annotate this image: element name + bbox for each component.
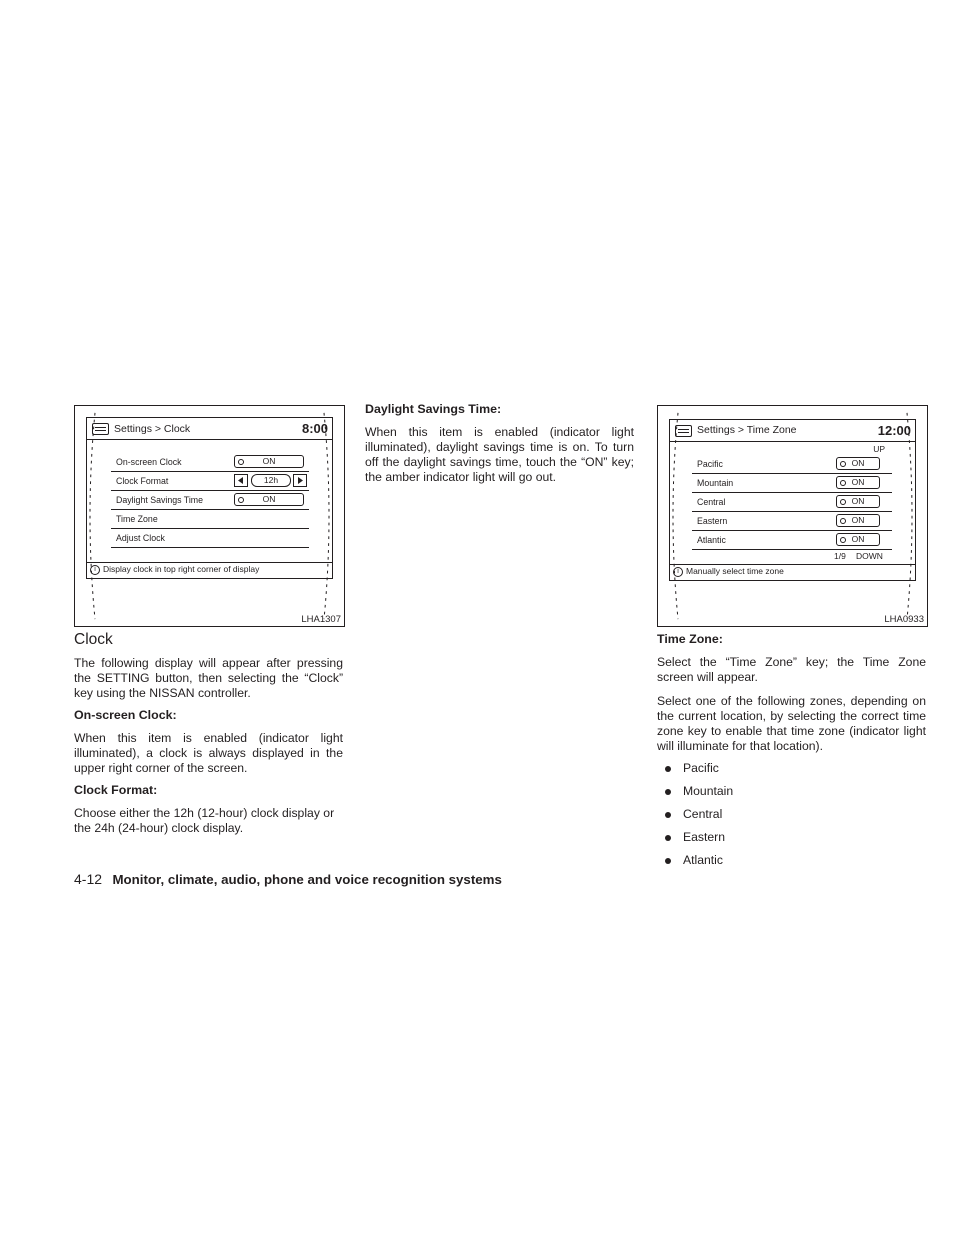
central-toggle[interactable]: ON: [836, 495, 880, 508]
row-daylight-savings[interactable]: [111, 491, 309, 510]
row-label: Eastern: [697, 516, 728, 526]
clock-format-heading: Clock Format:: [74, 783, 158, 797]
row-adjust-clock[interactable]: [111, 529, 309, 548]
row-mountain[interactable]: [692, 474, 892, 493]
info-icon: i: [673, 567, 683, 577]
mountain-toggle[interactable]: ON: [836, 476, 880, 489]
list-item: Pacific: [657, 761, 926, 776]
row-atlantic[interactable]: [692, 531, 892, 550]
page-footer: [74, 871, 502, 889]
pacific-toggle[interactable]: ON: [836, 457, 880, 470]
eastern-toggle[interactable]: ON: [836, 514, 880, 527]
arrow-right-icon[interactable]: [293, 474, 307, 487]
row-label: Central: [697, 497, 726, 507]
row-label: On-screen Clock: [116, 457, 182, 467]
clock-format-value: 12h: [251, 474, 291, 487]
time-zone-list: [657, 761, 926, 876]
scroll-down-button[interactable]: DOWN: [856, 551, 883, 561]
figure-code: LHA1307: [301, 614, 341, 625]
clock-format-text: Choose either the 12h (12-hour) clock display or the 24h (24-hour) clock display.: [74, 806, 335, 835]
time-zone-text-1: Select the “Time Zone” key; the Time Zone screen will appear.: [657, 655, 926, 684]
figure-time-zone-screen: [657, 405, 928, 627]
daylight-savings-toggle[interactable]: ON: [234, 493, 304, 506]
row-label: Clock Format: [116, 476, 169, 486]
settings-icon: [675, 425, 692, 437]
arrow-left-icon[interactable]: [234, 474, 248, 487]
row-label: Time Zone: [116, 514, 158, 524]
scroll-up-button[interactable]: UP: [873, 444, 885, 454]
settings-icon: [92, 423, 109, 435]
atlantic-toggle[interactable]: ON: [836, 533, 880, 546]
row-pacific[interactable]: [692, 455, 892, 474]
time-zone-settings-screen: [669, 419, 916, 581]
row-central[interactable]: [692, 493, 892, 512]
on-screen-clock-text: When this item is enabled (indicator light illuminated), a clock is always displayed in the upper right corner of the screen.: [74, 731, 343, 775]
clock-intro: The following display will appear after pressing the SETTING button, then selecting the “Clock” key using the NISSAN controller.: [74, 656, 343, 700]
info-icon: i: [90, 565, 100, 575]
on-screen-clock-toggle[interactable]: ON: [234, 455, 304, 468]
row-label: Mountain: [697, 478, 734, 488]
list-item: Central: [657, 807, 926, 822]
row-time-zone[interactable]: [111, 510, 309, 529]
list-item: Eastern: [657, 830, 926, 845]
row-label: Pacific: [697, 459, 723, 469]
screen-clock-time: 8:00: [301, 421, 328, 436]
list-item: Mountain: [657, 784, 926, 799]
row-eastern[interactable]: [692, 512, 892, 531]
row-label: Adjust Clock: [116, 533, 165, 543]
row-on-screen-clock[interactable]: [111, 453, 309, 472]
time-zone-heading: Time Zone:: [657, 632, 723, 646]
time-zone-text-2: Select one of the following zones, depending on the current location, by selecting the correct time zone key to enable that time zone (indicator light will illuminate for that location).: [657, 694, 926, 753]
screen-info-bar: i Manually select time zone: [673, 566, 784, 577]
clock-heading: Clock: [74, 631, 113, 648]
screen-title: Settings > Clock: [114, 423, 191, 435]
row-clock-format[interactable]: [111, 472, 309, 491]
list-item: Atlantic: [657, 853, 926, 868]
figure-clock-screen: [74, 405, 345, 627]
on-screen-clock-heading: On-screen Clock:: [74, 708, 177, 722]
row-label: Daylight Savings Time: [116, 495, 204, 505]
screen-clock-time: 12:00: [877, 423, 911, 438]
daylight-savings-heading: Daylight Savings Time:: [365, 402, 502, 416]
page-number: 4-12: [74, 871, 103, 887]
daylight-savings-text: When this item is enabled (indicator light illuminated), daylight savings time is on. To turn off the daylight savings time, touch the “ON” key; the amber indicator light will go out.: [365, 425, 634, 484]
section-title: Monitor, climate, audio, phone and voice recognition systems: [112, 872, 502, 887]
page-indicator: 1/9: [834, 551, 846, 561]
clock-settings-screen: [86, 417, 333, 579]
figure-code: LHA0933: [884, 614, 924, 625]
row-label: Atlantic: [697, 535, 726, 545]
screen-title: Settings > Time Zone: [697, 424, 797, 436]
screen-info-bar: i Display clock in top right corner of display: [90, 564, 259, 575]
